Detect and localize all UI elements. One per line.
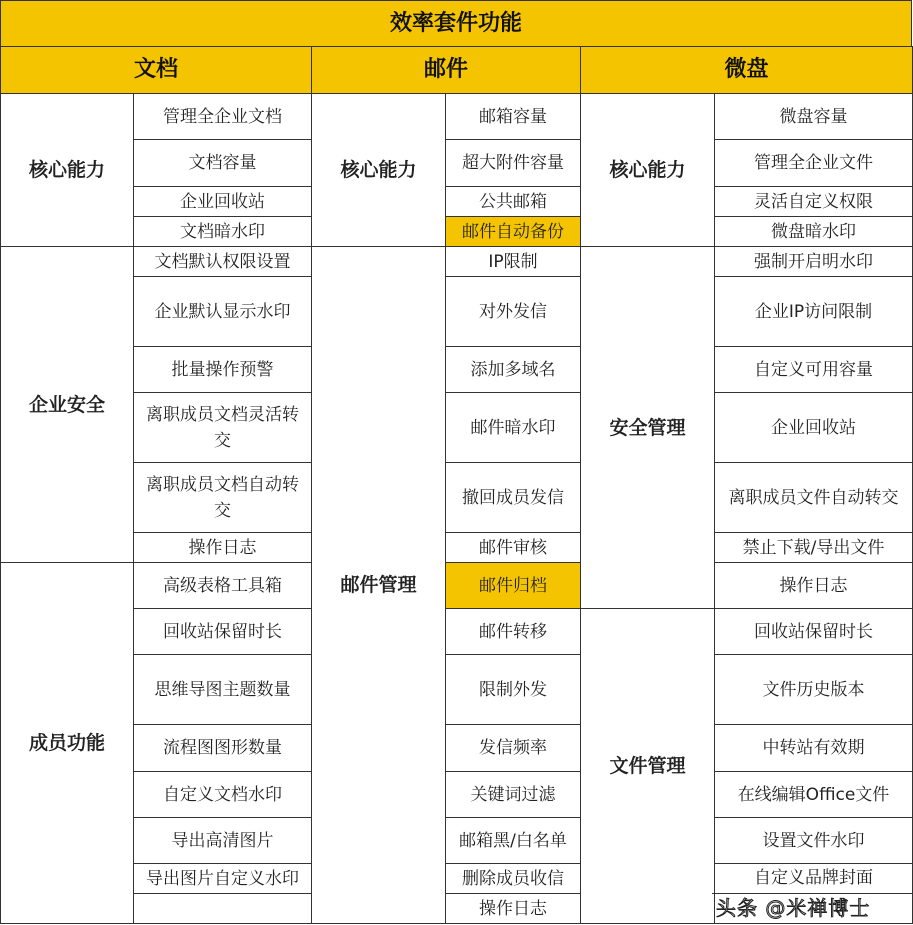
feature-cell: 管理全企业文档 [133, 93, 312, 140]
feature-cell: 流程图图形数量 [133, 724, 312, 772]
feature-cell: 微盘暗水印 [714, 216, 913, 247]
feature-cell: 强制开启明水印 [714, 246, 913, 277]
category-cell: 文件管理 [580, 608, 715, 924]
feature-cell: 离职成员文件自动转交 [714, 462, 913, 533]
feature-cell: 管理全企业文件 [714, 139, 913, 187]
section-header: 微盘 [580, 46, 913, 94]
feature-cell: 企业回收站 [714, 392, 913, 463]
section-header: 文档 [0, 46, 312, 94]
feature-cell: 邮件自动备份 [445, 216, 581, 247]
feature-cell: 禁止下载/导出文件 [714, 532, 913, 563]
category-cell: 邮件管理 [311, 246, 446, 924]
feature-cell: 操作日志 [714, 562, 913, 609]
feature-cell: 自定义品牌封面 [714, 863, 913, 924]
feature-cell: 灵活自定义权限 [714, 186, 913, 217]
feature-cell: 文档暗水印 [133, 216, 312, 247]
feature-cell: 对外发信 [445, 276, 581, 347]
category-cell: 核心能力 [580, 93, 715, 247]
feature-cell: 操作日志 [133, 532, 312, 563]
table-title: 效率套件功能 [0, 0, 912, 47]
feature-cell: 操作日志 [445, 893, 581, 924]
feature-cell: 离职成员文档灵活转交 [133, 392, 312, 463]
feature-cell: 文档容量 [133, 139, 312, 187]
feature-cell: 回收站保留时长 [714, 608, 913, 655]
feature-cell: 超大附件容量 [445, 139, 581, 187]
feature-cell: 邮件暗水印 [445, 392, 581, 463]
feature-cell: 文档默认权限设置 [133, 246, 312, 277]
watermark-line [712, 893, 912, 894]
feature-cell: 添加多域名 [445, 346, 581, 393]
feature-cell: 企业IP访问限制 [714, 276, 913, 347]
feature-cell: 邮件归档 [445, 562, 581, 609]
feature-cell: 限制外发 [445, 654, 581, 725]
feature-cell: 设置文件水印 [714, 817, 913, 864]
feature-cell: 删除成员收信 [445, 863, 581, 894]
watermark: 头条 @米禅博士 [716, 896, 871, 920]
feature-cell: 思维导图主题数量 [133, 654, 312, 725]
feature-cell: 企业回收站 [133, 186, 312, 217]
section-header: 邮件 [311, 46, 581, 94]
feature-cell: 邮箱容量 [445, 93, 581, 140]
feature-cell: 邮件转移 [445, 608, 581, 655]
category-cell: 核心能力 [311, 93, 446, 247]
category-cell: 安全管理 [580, 246, 715, 609]
feature-cell: 离职成员文档自动转交 [133, 462, 312, 533]
feature-cell: 批量操作预警 [133, 346, 312, 393]
feature-cell: 中转站有效期 [714, 724, 913, 772]
feature-cell: IP限制 [445, 246, 581, 277]
feature-cell: 撤回成员发信 [445, 462, 581, 533]
category-cell: 企业安全 [0, 246, 134, 563]
feature-cell: 回收站保留时长 [133, 608, 312, 655]
feature-cell: 企业默认显示水印 [133, 276, 312, 347]
feature-cell: 导出高清图片 [133, 817, 312, 864]
feature-cell: 公共邮箱 [445, 186, 581, 217]
feature-cell: 文件历史版本 [714, 654, 913, 725]
feature-cell: 自定义可用容量 [714, 346, 913, 393]
feature-cell: 在线编辑Office文件 [714, 771, 913, 818]
feature-cell: 邮箱黑/白名单 [445, 817, 581, 864]
category-cell: 成员功能 [0, 562, 134, 924]
feature-cell: 自定义文档水印 [133, 771, 312, 818]
feature-cell: 关键词过滤 [445, 771, 581, 818]
feature-cell [133, 893, 312, 924]
feature-cell: 微盘容量 [714, 93, 913, 140]
feature-cell: 邮件审核 [445, 532, 581, 563]
feature-cell: 高级表格工具箱 [133, 562, 312, 609]
category-cell: 核心能力 [0, 93, 134, 247]
feature-cell: 导出图片自定义水印 [133, 863, 312, 894]
feature-cell: 发信频率 [445, 724, 581, 772]
